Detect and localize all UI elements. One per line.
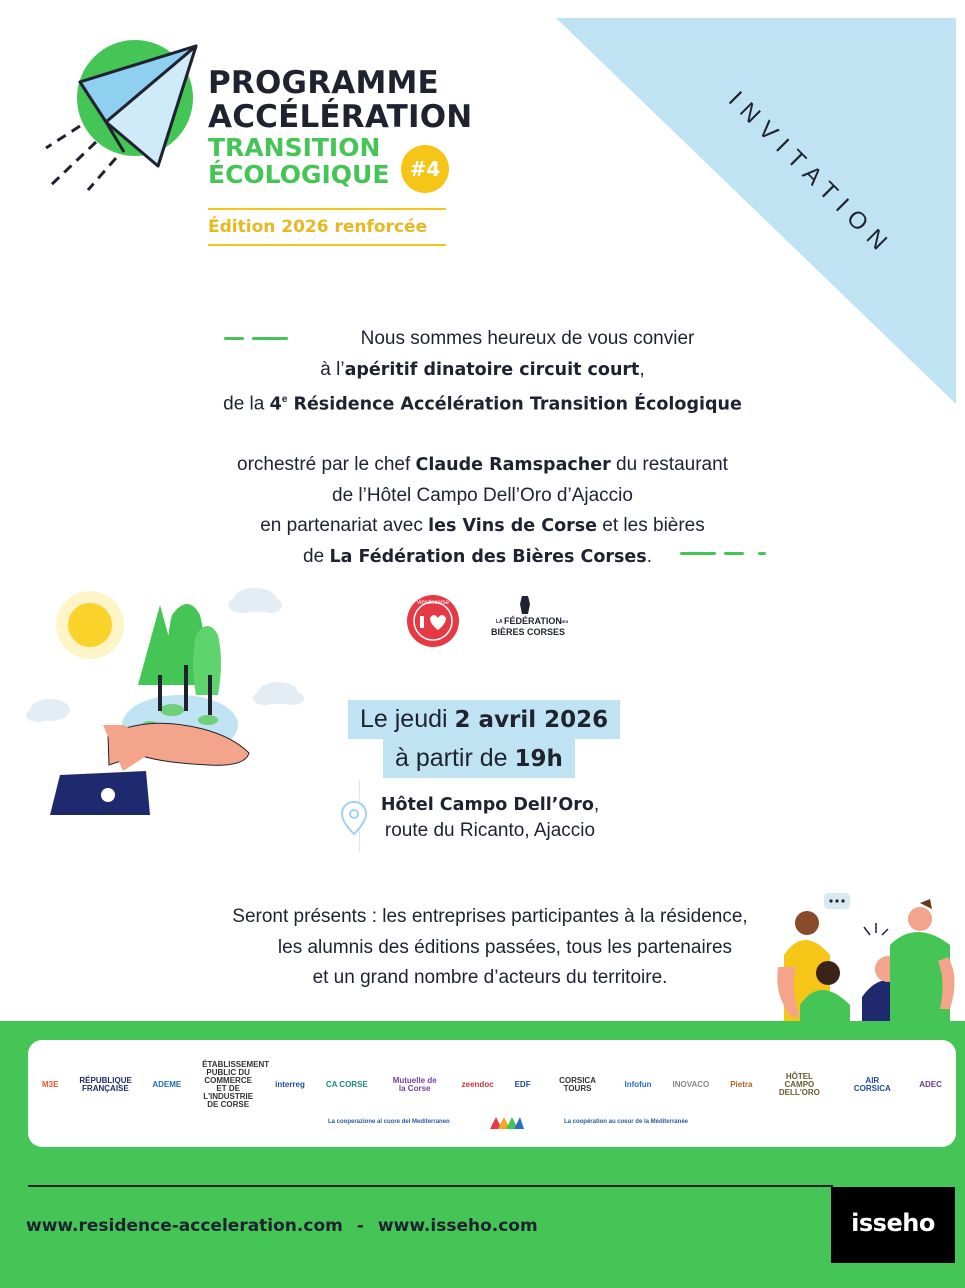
cooperation-italian: La cooperazione al cuore del Mediterraneo	[328, 1119, 450, 1125]
isseho-logo: isseho	[851, 1209, 935, 1237]
event-address	[370, 792, 610, 844]
sponsor-logo: ADEME	[152, 1080, 182, 1089]
sponsor-logo: HÔTEL CAMPO DELL'ORO	[778, 1072, 820, 1097]
svg-text:FÉDÉRATION: FÉDÉRATION	[504, 616, 562, 626]
sponsor-logo: AIR CORSICA	[853, 1076, 891, 1093]
cooperation-row	[328, 1114, 688, 1130]
title-line-3: TRANSITION	[208, 133, 381, 162]
hand-holding-earth-illustration	[20, 575, 320, 815]
sponsors-panel	[28, 1040, 956, 1147]
title-line-2: ACCÉLÉRATION	[208, 99, 473, 135]
sponsor-logo: M3E	[42, 1080, 59, 1089]
event-time: à partir de 19h	[383, 739, 575, 778]
svg-text:DES: DES	[560, 619, 569, 624]
svg-text:vinsdecorse: vinsdecorse	[416, 600, 450, 606]
cooperation-french: La coopération au coeur de la Méditerranée	[563, 1119, 688, 1125]
sponsor-logo: Pietra	[730, 1080, 753, 1089]
intro-line-6: en partenariat avec les Vins de Corse et les bières	[260, 515, 705, 537]
sponsor-logo: EDF	[514, 1080, 531, 1089]
intro-spacer	[0, 420, 965, 451]
sponsor-logo: ÉTABLISSEMENT PUBLIC DU COMMERCE ET DE L'INDUSTRIE DE CORSE	[202, 1060, 270, 1109]
sponsor-logo-row	[42, 1060, 942, 1109]
attendees-paragraph	[200, 902, 780, 994]
event-date: Le jeudi 2 avril 2026	[348, 700, 620, 739]
sponsor-logo: ADEC	[919, 1080, 942, 1089]
footer-divider	[28, 1185, 833, 1187]
paper-plane-logo-icon	[40, 40, 210, 200]
sponsor-logo: zeendoc	[461, 1080, 494, 1089]
svg-text:LA: LA	[496, 619, 503, 625]
intro-line-1: Nous sommes heureux de vous convier	[360, 328, 695, 349]
sponsor-logo: interreg	[275, 1080, 305, 1089]
footer-links	[26, 1216, 538, 1236]
intro-line-4: orchestré par le chef Claude Ramspacher du restaurant	[237, 454, 728, 476]
title-line-1: PROGRAMME	[208, 65, 439, 101]
residence-website-link[interactable]: www.residence-acceleration.com	[26, 1216, 343, 1236]
intro-line-7: de La Fédération des Bières Corses.	[303, 545, 652, 567]
isseho-brand-block	[831, 1187, 955, 1263]
sponsor-logo: CORSICA TOURS	[559, 1076, 596, 1093]
sponsor-logo: Infofun	[624, 1080, 652, 1089]
intro-line-2: à l’apéritif dinatoire circuit court,	[320, 358, 645, 380]
venue-street: route du Ricanto, Ajaccio	[384, 820, 596, 841]
interreg-marittimo-logo-icon	[490, 1115, 524, 1129]
intro-paragraph	[0, 324, 965, 572]
venue-name: Hôtel Campo Dell’Oro,	[380, 794, 600, 815]
svg-text:BIÈRES CORSES: BIÈRES CORSES	[491, 627, 566, 637]
intro-line-3: de la 4e Résidence Accélération Transition Écologique	[223, 393, 742, 415]
attendees-line-3: et un grand nombre d’acteurs du territoire.	[312, 967, 668, 988]
sponsor-logo: Mutuelle de la Corse	[392, 1076, 437, 1093]
edition-number-badge: #4	[401, 145, 449, 193]
edition-subtitle: Édition 2026 renforcée	[208, 208, 446, 246]
sponsor-logo: CA CORSE	[325, 1080, 368, 1089]
attendees-line-2: les alumnis des éditions passées, tous les partenaires	[277, 936, 733, 958]
invitation-label: INVITATION	[723, 86, 899, 262]
intro-line-5: de l’Hôtel Campo Dell’Oro d’Ajaccio	[332, 484, 633, 506]
sponsor-logo: INOVACO	[672, 1080, 710, 1089]
isseho-website-link[interactable]: www.isseho.com	[377, 1216, 538, 1236]
attendees-line-1: Seront présents : les entreprises participantes à la résidence,	[232, 906, 748, 927]
title-line-4: ÉCOLOGIQUE	[208, 160, 390, 189]
location-pin-icon	[340, 800, 368, 836]
people-illustration	[770, 885, 965, 1025]
sponsor-logo: RÉPUBLIQUE FRANÇAISE	[79, 1076, 132, 1093]
footer-separator: -	[356, 1216, 364, 1236]
partner-logos	[400, 590, 580, 650]
federation-bieres-corses-logo-icon	[491, 596, 569, 637]
vins-de-corse-logo-icon	[407, 595, 459, 647]
